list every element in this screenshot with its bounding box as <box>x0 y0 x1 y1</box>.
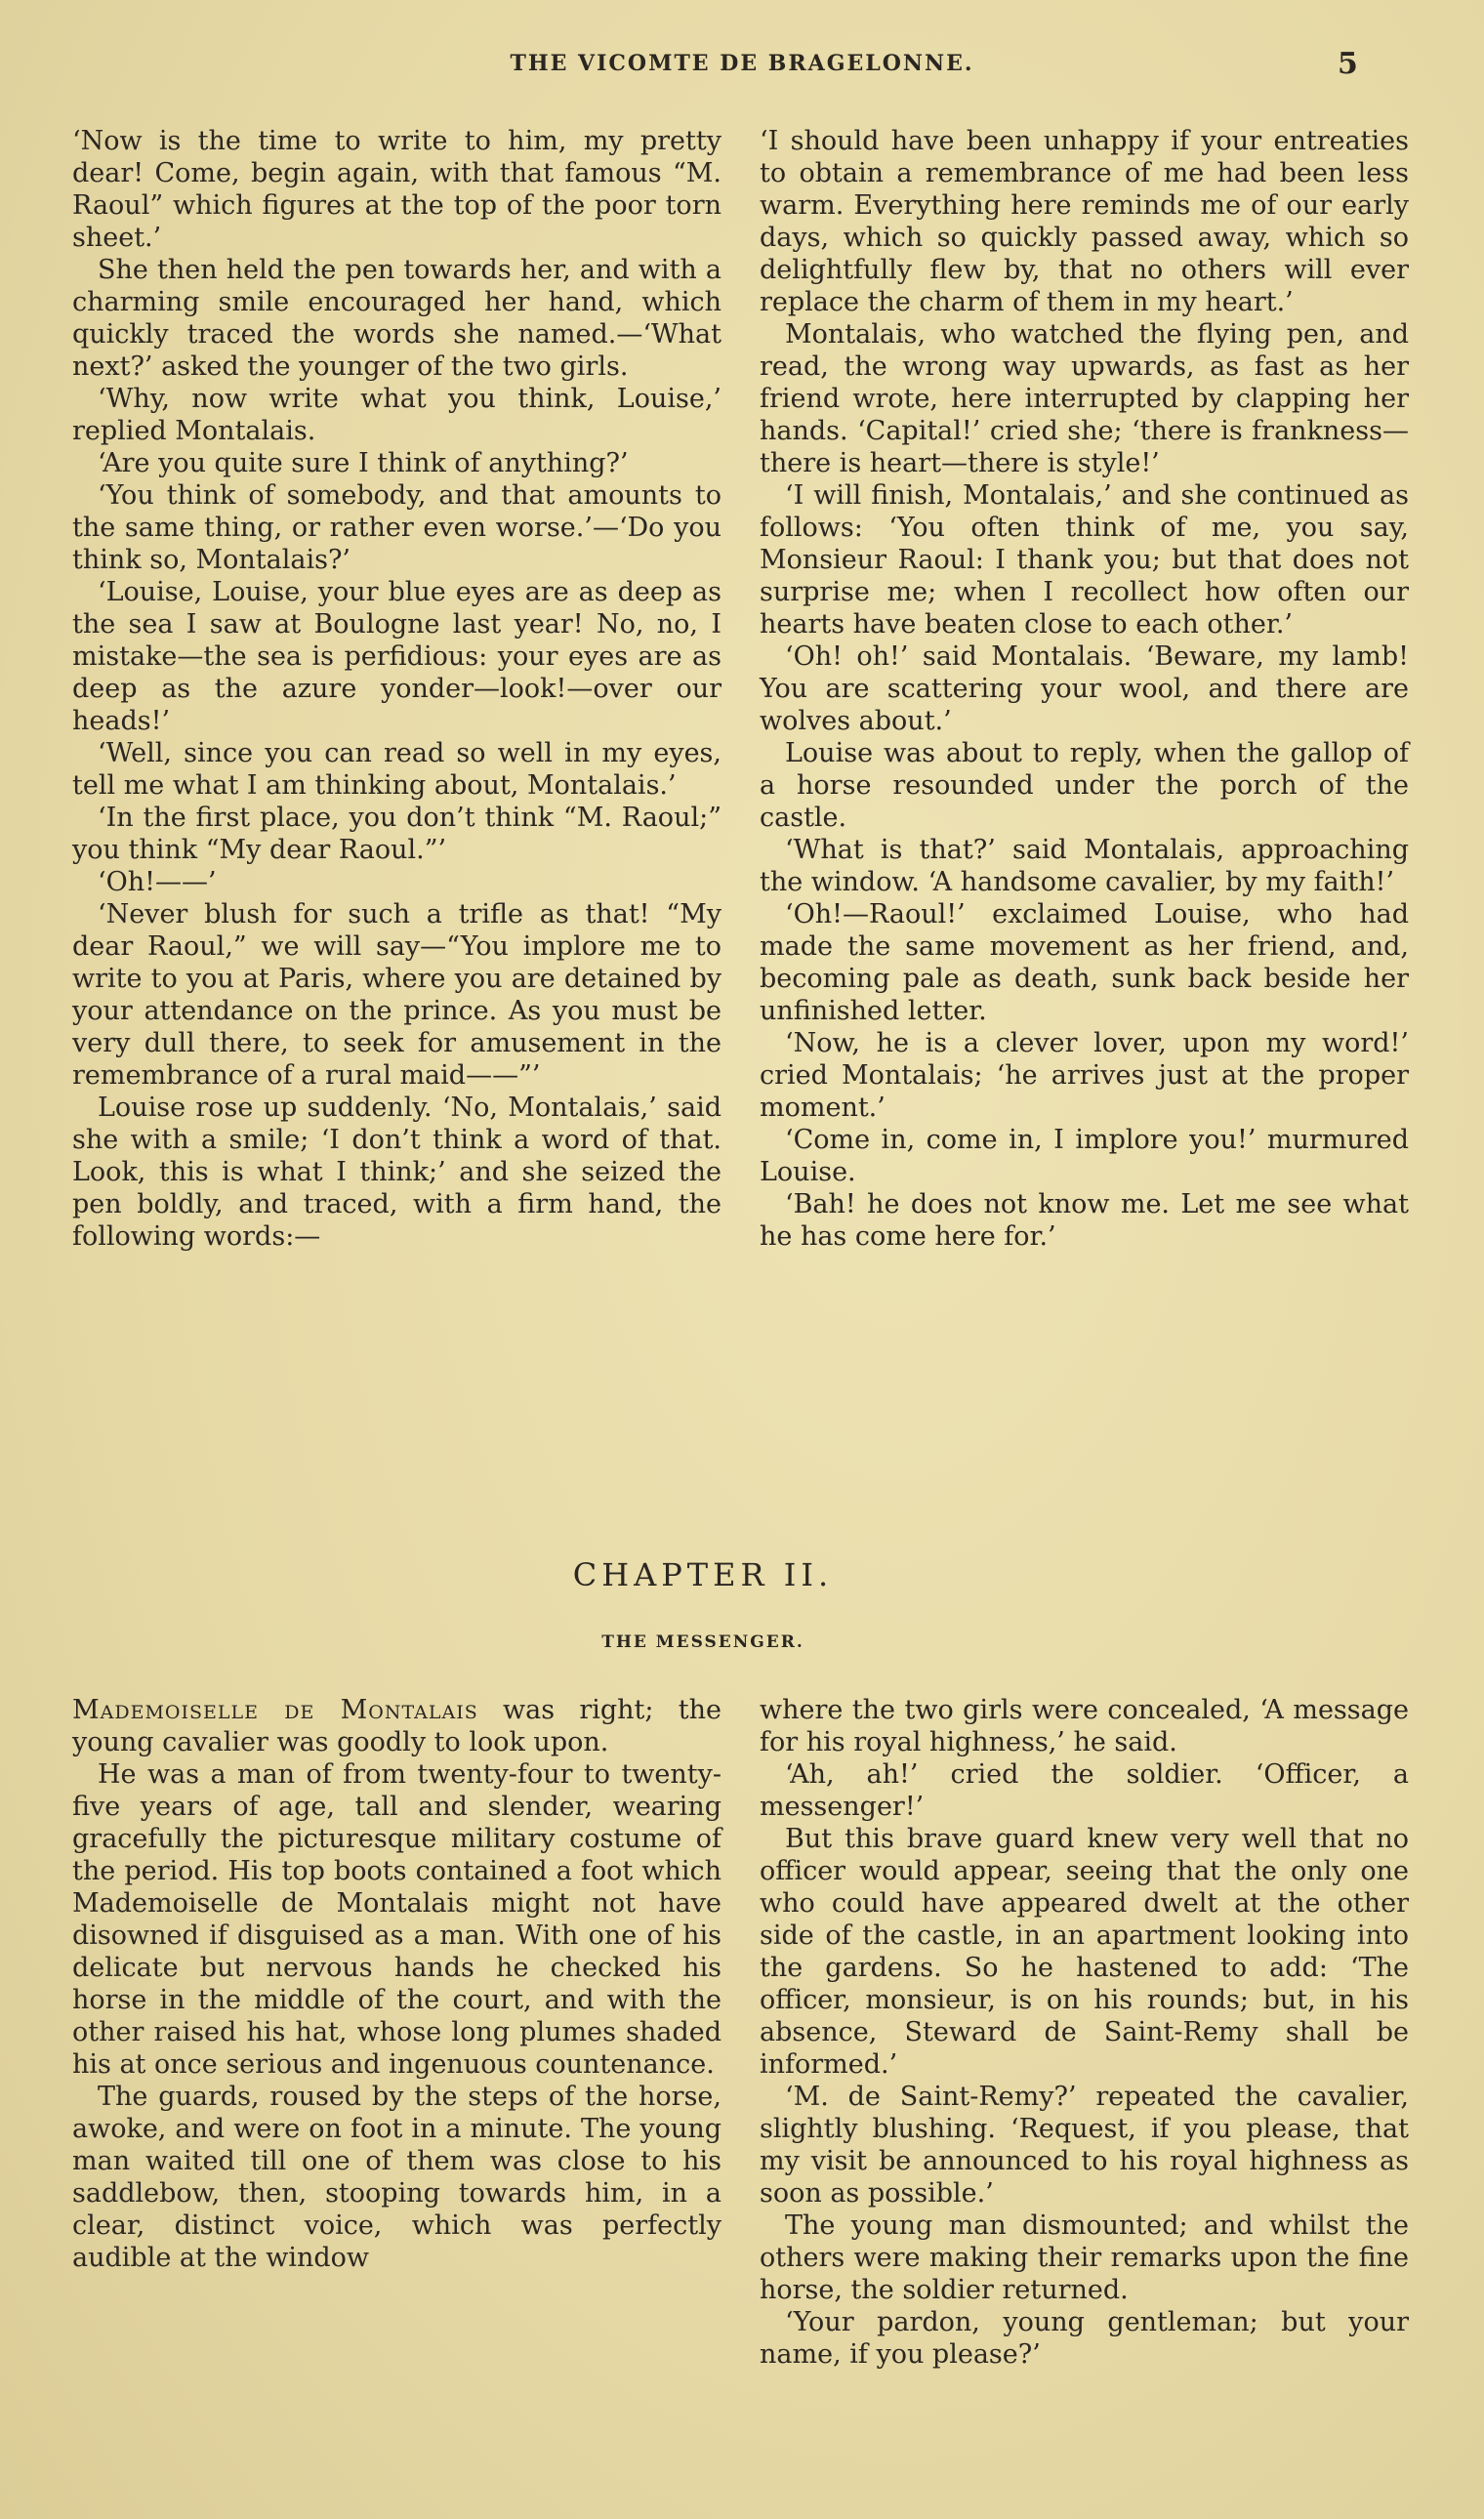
paragraph: ‘Are you quite sure I think of anything?’ <box>98 448 629 478</box>
paragraph: But this brave guard knew very well that no officer would appear, seeing that the only one who could have appeared dwelt at the other side of the castle, in an apartment looking into the gardens. So he hastened to add: ‘The officer, monsieur, is on his rounds; but, in his absence, Steward de Saint-Remy shall be informed.’ <box>760 1824 1409 2080</box>
paragraph: ‘M. de Saint-Remy?’ repeated the cavalier, slightly blushing. ‘Request, if you please, that my visit be announced to his royal highness as soon as possible.’ <box>760 2082 1409 2209</box>
paragraph: ‘Come in, come in, I implore you!’ murmured Louise. <box>760 1125 1409 1187</box>
paragraph: The young man dismounted; and whilst the others were making their remarks upon the fine horse, the soldier returned. <box>760 2210 1409 2305</box>
page-number: 5 <box>1338 47 1358 81</box>
bottom-right-column <box>760 1694 1409 2371</box>
paragraph: ‘What is that?’ said Montalais, approaching the window. ‘A handsome cavalier, by my faith!’ <box>760 835 1409 897</box>
paragraph: ‘I will finish, Montalais,’ and she continued as follows: ‘You often think of me, you say, Monsieur Raoul: I thank you; but that does not surprise me; when I recollect how often our hearts have beaten close to each other.’ <box>760 480 1409 640</box>
chapter-heading: CHAPTER II. <box>572 1556 834 1593</box>
paragraph: ‘Never blush for such a trifle as that! “My dear Raoul,” we will say—“You implore me to write to you at Paris, where you are detained by your attendance on the prince. As you must be very dull there, to seek for amusement in the remembrance of a rural maid——”’ <box>72 899 721 1091</box>
opening-small-caps: Mademoiselle de Montalais <box>72 1695 478 1725</box>
paragraph: Louise was about to reply, when the gallop of a horse resounded under the porch of the castle. <box>760 738 1409 833</box>
top-left-column <box>72 125 721 1253</box>
paragraph: ‘Well, since you can read so well in my eyes, tell me what I am thinking about, Montalais.’ <box>72 738 721 801</box>
paragraph: ‘Bah! he does not know me. Let me see what he has come here for.’ <box>760 1189 1409 1252</box>
paragraph: ‘You think of somebody, and that amounts to the same thing, or rather even worse.’—‘Do you think so, Montalais?’ <box>72 480 721 575</box>
paragraph: ‘Why, now write what you think, Louise,’ replied Montalais. <box>72 384 721 446</box>
paragraph: ‘Ah, ah!’ cried the soldier. ‘Officer, a messenger!’ <box>760 1759 1409 1822</box>
paragraph: The guards, roused by the steps of the horse, awoke, and were on foot in a minute. The young man waited till one of them was close to his saddlebow, then, stooping towards him, in a clear, distinct voice, which was perfectly audible at the window <box>72 2082 721 2273</box>
paragraph: She then held the pen towards her, and with a charming smile encouraged her hand, which quickly traced the words she named.—‘What next?’ asked the younger of the two girls. <box>72 255 721 382</box>
paragraph: ‘Now is the time to write to him, my pretty dear! Come, begin again, with that famous “M. Raoul” which figures at the top of the poor torn sheet.’ <box>72 126 721 253</box>
chapter-opening-paragraph <box>72 1694 721 1758</box>
paragraph: ‘In the first place, you don’t think “M. Raoul;” you think “My dear Raoul.”’ <box>72 803 721 865</box>
bottom-left-column <box>72 1694 721 2274</box>
paragraph: ‘Your pardon, young gentleman; but your name, if you please?’ <box>760 2307 1409 2370</box>
running-title: THE VICOMTE DE BRAGELONNE. <box>510 51 974 76</box>
paragraph: Montalais, who watched the flying pen, and read, the wrong way upwards, as fast as her friend wrote, here interrupted by clapping her hands. ‘Capital!’ cried she; ‘there is frankness—there is heart—there is style!’ <box>760 319 1409 478</box>
paragraph: where the two girls were concealed, ‘A message for his royal highness,’ he said. <box>760 1695 1409 1757</box>
paragraph: ‘Oh! oh!’ said Montalais. ‘Beware, my lamb! You are scattering your wool, and there are wolves about.’ <box>760 641 1409 736</box>
paragraph: ‘Now, he is a clever lover, upon my word!’ cried Montalais; ‘he arrives just at the proper moment.’ <box>760 1028 1409 1123</box>
paragraph: He was a man of from twenty-four to twenty-five years of age, tall and slender, wearing gracefully the picturesque military costume of the period. His top boots contained a foot which Mademoiselle de Montalais might not have disowned if disguised as a man. With one of his delicate but nervous hands he checked his horse in the middle of the court, and with the other raised his hat, whose long plumes shaded his at once serious and ingenuous countenance. <box>72 1759 721 2080</box>
paragraph: ‘Oh!—Raoul!’ exclaimed Louise, who had made the same movement as her friend, and, becoming pale as death, sunk back beside her unfinished letter. <box>760 899 1409 1026</box>
paragraph: ‘I should have been unhappy if your entreaties to obtain a remembrance of me had been less warm. Everything here reminds me of our early days, which so quickly passed away, which so delightfully flew by, that no others will ever replace the charm of them in my heart.’ <box>760 126 1409 317</box>
opening-rest: was right; the young cavalier was goodly to look upon. <box>72 1695 721 1757</box>
paragraph: ‘Oh!——’ <box>98 867 217 897</box>
chapter-subtitle: THE MESSENGER. <box>601 1632 804 1652</box>
top-right-column <box>760 125 1409 1253</box>
paragraph: ‘Louise, Louise, your blue eyes are as deep as the sea I saw at Boulogne last year! No, no, I mistake—the sea is perfidious: your eyes are as deep as the azure yonder—look!—over our heads!’ <box>72 577 721 736</box>
paragraph: Louise rose up suddenly. ‘No, Montalais,’ said she with a smile; ‘I don’t think a word of that. Look, this is what I think;’ and she seized the pen boldly, and traced, with a firm hand, the following words:— <box>72 1093 721 1252</box>
